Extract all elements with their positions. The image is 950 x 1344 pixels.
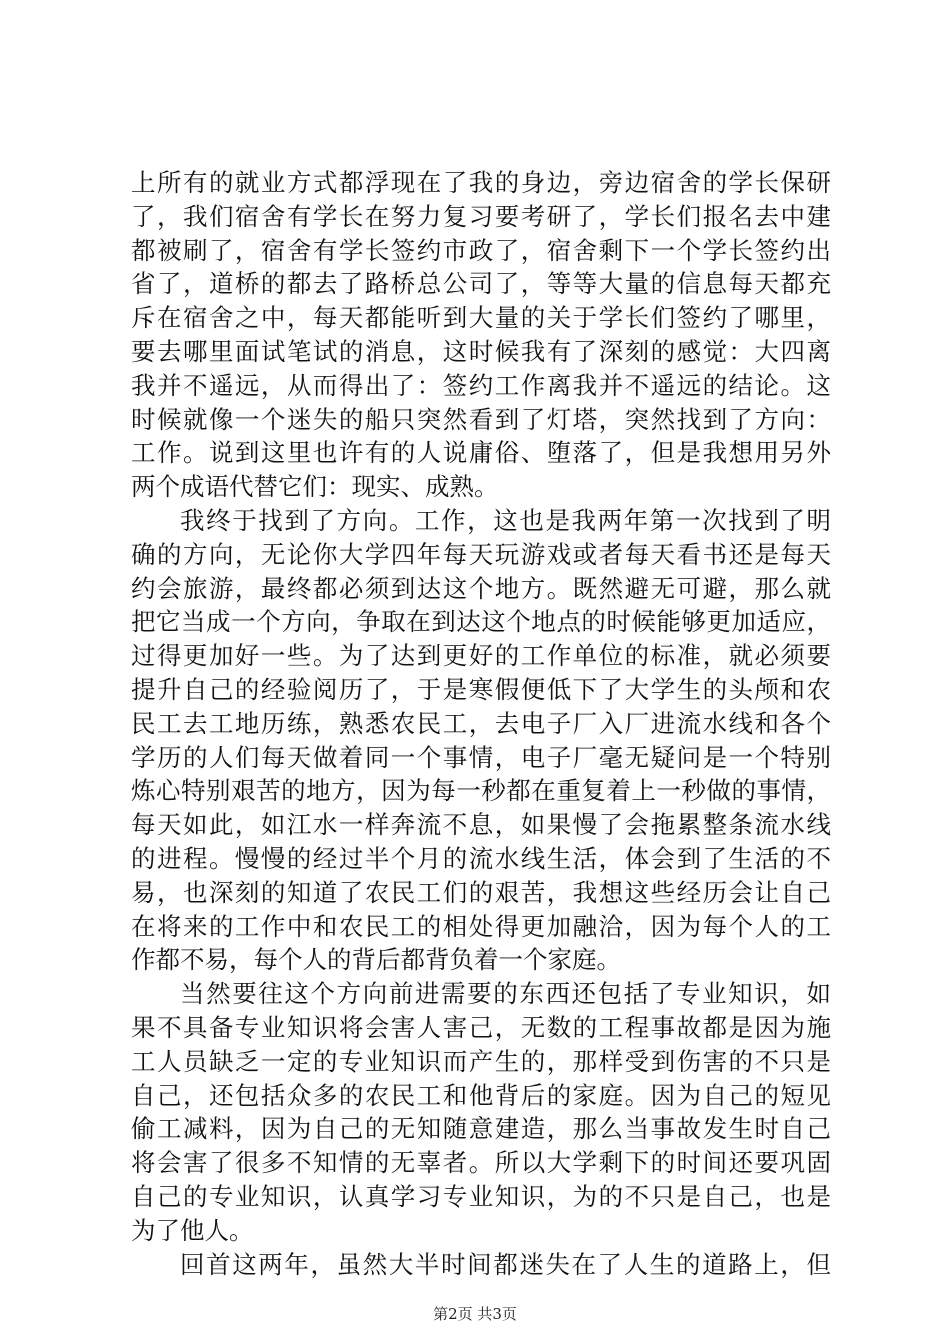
text-line: 民工去工地历练，熟悉农民工，去电子厂入厂进流水线和各个: [131, 708, 831, 738]
text-line: 自己的专业知识，认真学习专业知识，为的不只是自己，也是: [131, 1181, 831, 1211]
text-line: 当然要往这个方向前进需要的东西还包括了专业知识，如: [180, 979, 831, 1009]
text-line: 偷工减料，因为自己的无知随意建造，那么当事故发生时自己: [131, 1114, 831, 1144]
text-line: 斥在宿舍之中，每天都能听到大量的关于学长们签约了哪里，: [131, 303, 831, 333]
text-line: 工作。说到这里也许有的人说庸俗、堕落了，但是我想用另外: [131, 438, 831, 468]
text-line: 为了他人。: [131, 1215, 254, 1245]
text-line: 工人员缺乏一定的专业知识而产生的，那样受到伤害的不只是: [131, 1046, 831, 1076]
text-line: 作都不易，每个人的背后都背负着一个家庭。: [131, 945, 621, 975]
text-line: 都被刷了，宿舍有学长签约市政了，宿舍剩下一个学长签约出: [131, 235, 831, 265]
page-number: 第2页 共3页: [433, 1305, 517, 1323]
body-text: [131, 166, 831, 1281]
page-footer: [0, 1303, 950, 1324]
text-line: 过得更加好一些。为了达到更好的工作单位的标准，就必须要: [131, 641, 831, 671]
text-line: 我终于找到了方向。工作，这也是我两年第一次找到了明: [180, 505, 831, 535]
text-line: 了，我们宿舍有学长在努力复习要考研了，学长们报名去中建: [131, 201, 831, 231]
text-line: 确的方向，无论你大学四年每天玩游戏或者每天看书还是每天: [131, 539, 831, 569]
text-line: 果不具备专业知识将会害人害己，无数的工程事故都是因为施: [131, 1012, 831, 1042]
text-line: 两个成语代替它们：现实、成熟。: [131, 472, 499, 502]
text-line: 上所有的就业方式都浮现在了我的身边，旁边宿舍的学长保研: [131, 168, 831, 197]
text-line: 在将来的工作中和农民工的相处得更加融洽，因为每个人的工: [131, 911, 831, 941]
text-line: 将会害了很多不知情的无辜者。所以大学剩下的时间还要巩固: [131, 1148, 831, 1178]
text-line: 的进程。慢慢的经过半个月的流水线生活，体会到了生活的不: [131, 843, 831, 873]
text-line: 炼心特别艰苦的地方，因为每一秒都在重复着上一秒做的事情，: [131, 776, 831, 806]
text-line: 自己，还包括众多的农民工和他背后的家庭。因为自己的短见: [131, 1080, 831, 1110]
text-line: 我并不遥远，从而得出了：签约工作离我并不遥远的结论。这: [131, 370, 831, 400]
text-line: 时候就像一个迷失的船只突然看到了灯塔，突然找到了方向：: [131, 404, 831, 434]
text-line: 要去哪里面试笔试的消息，这时候我有了深刻的感觉：大四离: [131, 336, 831, 366]
text-line: 提升自己的经验阅历了，于是寒假便低下了大学生的头颅和农: [131, 674, 831, 704]
text-line: 回首这两年，虽然大半时间都迷失在了人生的道路上，但: [180, 1249, 831, 1279]
text-line: 学历的人们每天做着同一个事情，电子厂毫无疑问是一个特别: [131, 742, 831, 772]
text-line: 易，也深刻的知道了农民工们的艰苦，我想这些经历会让自己: [131, 877, 831, 907]
text-line: 每天如此，如江水一样奔流不息，如果慢了会拖累整条流水线: [131, 810, 831, 840]
text-line: 把它当成一个方向，争取在到达这个地点的时候能够更加适应，: [131, 607, 831, 637]
text-line: 约会旅游，最终都必须到达这个地方。既然避无可避，那么就: [131, 573, 831, 603]
text-line: 省了，道桥的都去了路桥总公司了，等等大量的信息每天都充: [131, 269, 831, 299]
